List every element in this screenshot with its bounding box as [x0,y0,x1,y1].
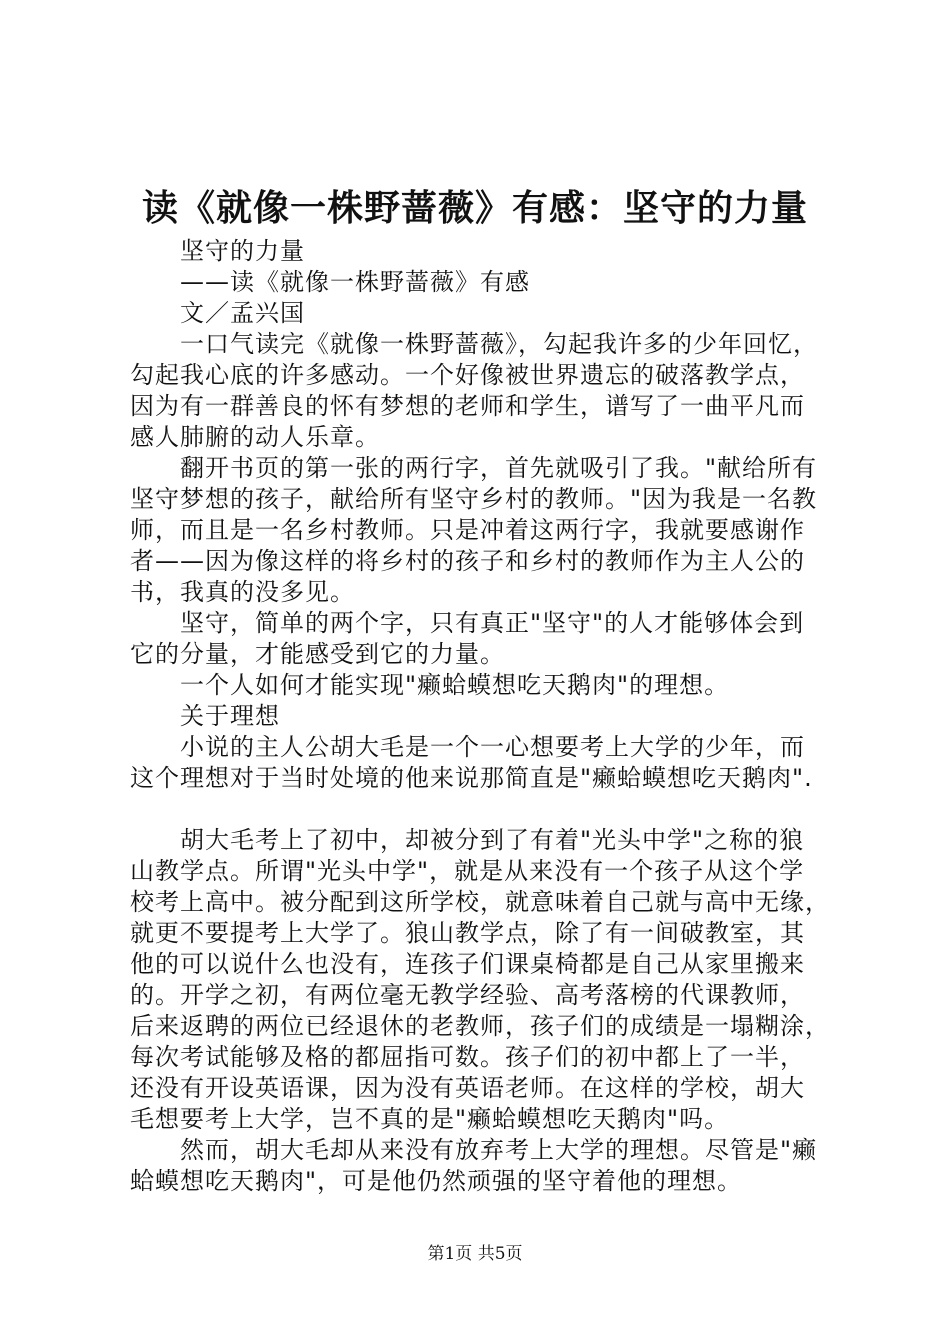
text-line: 校考上高中。被分配到这所学校，就意味着自己就与高中无缘， [130,888,830,916]
text-line: 坚守梦想的孩子，献给所有坚守乡村的教师。"因为我是一名教 [130,485,818,513]
text-line: 感人肺腑的动人乐章。 [130,423,380,451]
document-title: 读《就像一株野蔷薇》有感：坚守的力量 [141,187,808,229]
text-line: 坚守，简单的两个字，只有真正"坚守"的人才能够体会到 [180,609,805,637]
text-line: ——读《就像一株野蔷薇》有感 [180,268,530,296]
text-line: 一口气读完《就像一株野蔷薇》，勾起我许多的少年回忆， [180,330,818,358]
text-line: 就更不要提考上大学了。狼山教学点，除了有一间破教室，其 [130,919,805,947]
text-line: 还没有开设英语课，因为没有英语老师。在这样的学校，胡大 [130,1074,805,1102]
text-line: 胡大毛考上了初中，却被分到了有着"光头中学"之称的狼 [180,826,805,854]
text-line: 文／孟兴国 [180,299,305,327]
text-line: 蛤蟆想吃天鹅肉"，可是他仍然顽强的坚守着他的理想。 [130,1167,743,1195]
text-line: 小说的主人公胡大毛是一个一心想要考上大学的少年，而 [180,733,805,761]
text-line: 书，我真的没多见。 [130,578,355,606]
text-line: 他的可以说什么也没有，连孩子们课桌椅都是自己从家里搬来 [130,950,805,978]
page-footer: 第1页 共5页 [427,1244,523,1264]
text-line: 勾起我心底的许多感动。一个好像被世界遗忘的破落教学点， [130,361,805,389]
text-line: 师，而且是一名乡村教师。只是冲着这两行字，我就要感谢作 [130,516,805,544]
text-line: 者——因为像这样的将乡村的孩子和乡村的教师作为主人公的 [130,547,805,575]
blank-line [130,794,842,825]
text-line: 的。开学之初，有两位毫无教学经验、高考落榜的代课教师， [130,981,805,1009]
text-line: 这个理想对于当时处境的他来说那简直是"癞蛤蟆想吃天鹅肉". [130,764,813,792]
text-line: 关于理想 [180,702,280,730]
text-line: 一个人如何才能实现"癞蛤蟆想吃天鹅肉"的理想。 [180,671,730,699]
text-line: 每次考试能够及格的都屈指可数。孩子们的初中都上了一半， [130,1043,805,1071]
text-line: 因为有一群善良的怀有梦想的老师和学生，谱写了一曲平凡而 [130,392,805,420]
text-line: 翻开书页的第一张的两行字，首先就吸引了我。"献给所有 [180,454,818,482]
text-line: 然而，胡大毛却从来没有放弃考上大学的理想。尽管是"癞 [180,1136,818,1164]
text-line: 山教学点。所谓"光头中学"，就是从来没有一个孩子从这个学 [130,857,805,885]
text-line: 后来返聘的两位已经退休的老教师，孩子们的成绩是一塌糊涂， [130,1012,830,1040]
text-line: 毛想要考上大学，岂不真的是"癞蛤蟆想吃天鹅肉"吗。 [130,1105,730,1133]
text-line: 坚守的力量 [180,237,305,265]
document-body [130,236,842,1197]
text-line: 它的分量，才能感受到它的力量。 [130,640,505,668]
